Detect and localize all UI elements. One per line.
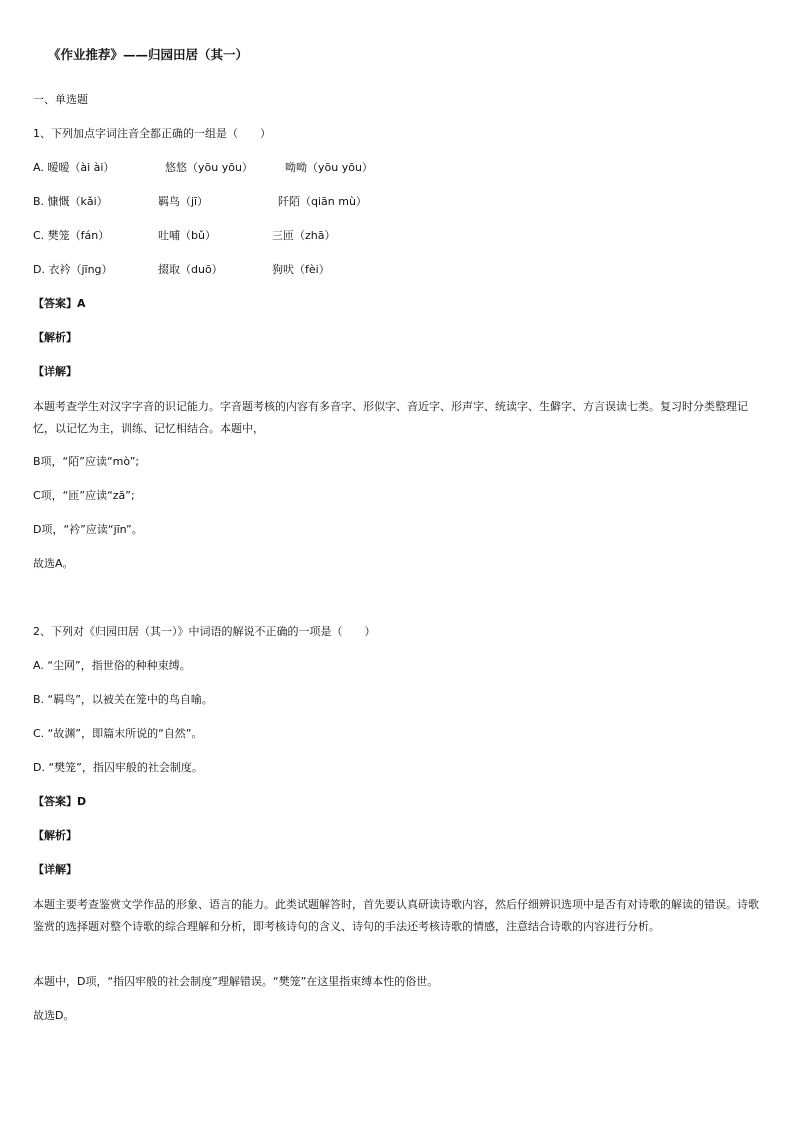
question-1-stem: 1、下列加点字词注音全都正确的一组是（ ）: [33, 127, 271, 140]
q1-detail-label: 【详解】: [33, 365, 77, 378]
q1-option-b-item-2: 羁鸟（jī）: [158, 195, 209, 208]
q2-answer: 【答案】D: [33, 795, 87, 808]
q1-note-b: B项，“陌”应读“mò”;: [33, 455, 140, 468]
q2-detail-label: 【详解】: [33, 863, 77, 876]
section-heading: 一、单选题: [33, 93, 88, 106]
q1-option-a-item-2: 悠悠（yōu yōu）: [165, 161, 253, 174]
q2-analysis-label: 【解析】: [33, 829, 77, 842]
q2-option-b: B. “羁鸟”，以被关在笼中的鸟自喻。: [33, 693, 213, 706]
q1-note-d: D项，“衿”应读“jīn”。: [33, 523, 143, 536]
q2-explanation: 本题主要考查鉴赏文学作品的形象、语言的能力。此类试题解答时，首先要认真研读诗歌内容，然后仔细辨识选项中是否有对诗歌的解读的错误。诗歌鉴赏的选择题对整个诗歌的综合理解和分析，即考核诗句的含义、诗句的手法还考核诗歌的情感，注意结合诗歌的内容进行分析。: [33, 898, 759, 933]
q1-option-c-item-1: C. 樊笼（fán）: [33, 229, 110, 242]
q1-option-d-item-2: 掇取（duō）: [158, 263, 223, 276]
q2-note: 本题中，D项，“指囚牢般的社会制度”理解错误。“樊笼”在这里指束缚本性的俗世。: [33, 975, 439, 988]
q1-answer: 【答案】A: [33, 297, 86, 310]
q1-option-d-item-1: D. 衣衿（jīng）: [33, 263, 113, 276]
q2-option-c: C. “故渊”，即篇末所说的“自然”。: [33, 727, 203, 740]
q1-option-a-item-3: 呦呦（yōu yōu）: [285, 161, 373, 174]
q1-option-a-item-1: A. 暧暧（ài ài）: [33, 161, 115, 174]
q1-note-c: C项，“匝”应读“zā”;: [33, 489, 135, 502]
q1-option-d-item-3: 狗吠（fèi）: [272, 263, 330, 276]
q1-option-c-item-3: 三匝（zhā）: [272, 229, 336, 242]
q2-option-a: A. “尘网”，指世俗的种种束缚。: [33, 659, 191, 672]
q1-option-b-item-1: B. 慷慨（kǎi）: [33, 195, 108, 208]
q1-analysis-label: 【解析】: [33, 331, 77, 344]
q1-option-b-item-3: 阡陌（qiān mù）: [278, 195, 367, 208]
q1-explanation: 本题考查学生对汉字字音的识记能力。字音题考核的内容有多音字、形似字、音近字、形声字、统读字、生僻字、方言误读七类。复习时分类整理记忆，以记忆为主，训练、记忆相结合。本题中，: [33, 400, 748, 435]
question-2-stem: 2、下列对《归园田居（其一）》中词语的解说不正确的一项是（ ）: [33, 625, 376, 638]
document-title: 《作业推荐》——归园田居（其一）: [48, 47, 249, 62]
q2-option-d: D. “樊笼”，指囚牢般的社会制度。: [33, 761, 203, 774]
q1-conclusion: 故选A。: [33, 557, 74, 570]
q1-option-c-item-2: 吐哺（bǔ）: [158, 229, 216, 242]
q2-conclusion: 故选D。: [33, 1009, 75, 1022]
